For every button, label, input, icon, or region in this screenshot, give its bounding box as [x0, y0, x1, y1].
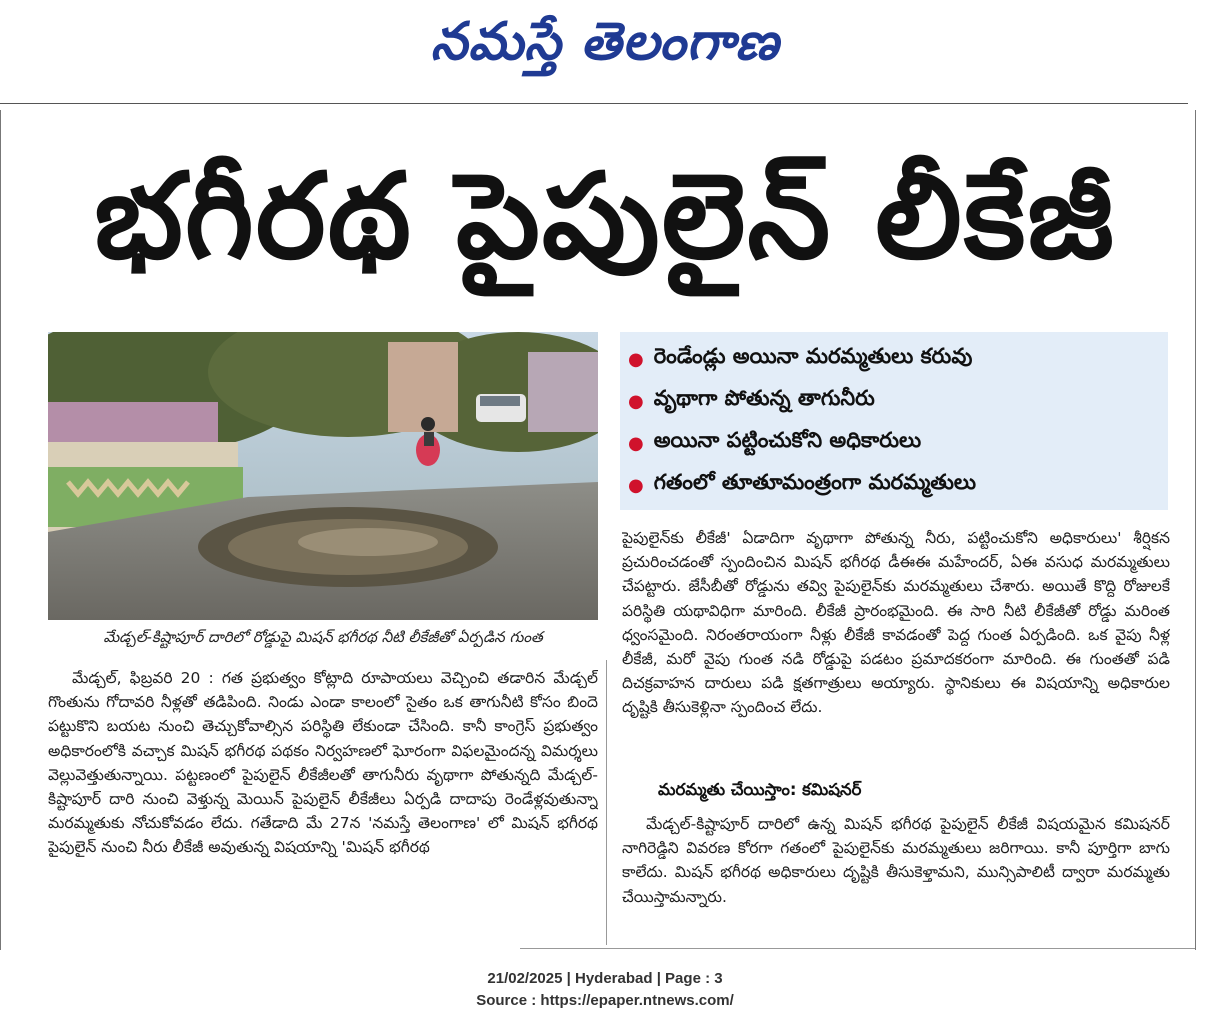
left-rule — [0, 110, 1, 950]
top-rule — [0, 103, 1188, 104]
masthead-title: నమస్తే తెలంగాణ — [430, 11, 780, 72]
highlight-item — [620, 464, 1168, 506]
right-rule — [1195, 110, 1196, 950]
footer-source-line: Source : https://epaper.ntnews.com/ — [476, 992, 734, 1009]
bullet-icon: ● — [628, 432, 644, 454]
masthead — [0, 0, 1210, 96]
road-pothole-photo — [48, 332, 598, 620]
article-body-right-2: మేడ్చల్-కిష్టాపూర్ దారిలో ఉన్న మిషన్ భగీరథ పైపులైన్ లీకేజీ విషయమైన కమిషనర్ నాగిరెడ్డిని వివరణ కోరగా గతంలో పైపులైన్‌కు మరమ్మతులు జరిగాయి. కానీ పూర్తిగా బాగు కాలేదు. మిషన్ భగీరథ అధికారులు దృష్టికి తీసుకెళ్తామని, మున్సిపాలిటీ ద్వారా మరమ్మతు చేయిస్తామన్నారు. — [622, 815, 1170, 906]
bullet-icon: ● — [628, 348, 644, 370]
highlight-item — [620, 422, 1168, 464]
highlights-box — [620, 332, 1168, 510]
news-photo — [48, 332, 598, 620]
footer-date-line: 21/02/2025 | Hyderabad | Page : 3 — [487, 970, 723, 987]
column-rule — [606, 660, 607, 945]
highlight-text: వృథాగా పోతున్న తాగునీరు — [653, 386, 875, 410]
headline: భగీరథ పైపులైన్ లీకేజీ — [94, 146, 1116, 285]
highlight-text: రెండేండ్లు అయినా మరమ్మతులు కరువు — [653, 344, 973, 368]
highlight-item — [620, 338, 1168, 380]
footer — [0, 968, 1210, 1028]
article-body-right: పైపులైన్‌కు లీకేజీ' ఏడాదిగా వృథాగా పోతున్న నీరు, పట్టించుకోని అధికారులు' శీర్షికన ప్రచురించడంతో స్పందించిన మిషన్ భగీరథ డీఈఈ మహేందర్, ఏఈ వసుధ మరమ్మతులు చేపట్టారు. జేసీబీతో రోడ్డును తవ్వి పైపులైన్‌కు మరమ్మతులు చేశారు. అయితే కొద్ది రోజులకే పరిస్థితి యథావిధిగా మారింది. లీకేజీ ప్రారంభమైంది. ఈ సారి నీటి లీకేజీతో రోడ్డు మరింత ధ్వంసమైంది. నిరంతరాయంగా నీళ్లు లీకేజీ కావడంతో పెద్ద గుంత ఏర్పడింది. ఒక వైపు నీళ్ల లీకేజీ, మరో వైపు గుంత నడి రోడ్డుపై పడటం ప్రమాదకరంగా మారింది. ఈ గుంతతో పడి దిచక్రవాహన దారులు పడి క్షతగాత్రులు అయ్యారు. స్థానికులు ఈ విషయాన్ని అధికారుల దృష్టికి తీసుకెళ్లినా స్పందించ లేదు. — [622, 529, 1170, 717]
article-subhead: మరమ్మతు చేయిస్తాం: కమిషనర్ — [658, 780, 862, 799]
bottom-rule — [520, 948, 1195, 949]
highlight-item — [620, 380, 1168, 422]
bullet-icon: ● — [628, 474, 644, 496]
highlight-text: గతంలో తూతూమంత్రంగా మరమ్మతులు — [653, 470, 977, 494]
bullet-icon: ● — [628, 390, 644, 412]
highlight-text: అయినా పట్టించుకోని అధికారులు — [653, 428, 922, 452]
photo-caption: మేడ్చల్-కిష్టాపూర్ దారిలో రోడ్డుపై మిషన్ భగీరథ నీటి లీకేజీతో ఏర్పడిన గుంత — [103, 628, 543, 646]
article-body-left: మేడ్చల్, ఫిబ్రవరి 20 : గత ప్రభుత్వం కోట్లాది రూపాయలు వెచ్చించి తడారిన మేడ్చల్ గొంతును గోదావరి నీళ్లతో తడిపింది. నిండు ఎండా కాలంలో సైతం ఒక తాగునీటి కోసం బిందె పట్టుకొని బయట నుంచి తెచ్చుకోవాల్సిన పరిస్థితి లేకుండా చేసింది. కానీ కాంగ్రెస్ ప్రభుత్వం అధికారంలోకి వచ్చాక మిషన్ భగీరథ పథకం నిర్వహణలో ఘోరంగా విఫలమైందన్న విమర్శలు వెల్లువెత్తుతున్నాయి. పట్టణంలో పైపులైన్ లీకేజీలతో తాగునీరు వృథాగా పోతున్నది మేడ్చల్-కిష్టాపూర్ దారి నుంచి వెళ్తున్న మెయిన్ పైపులైన్ లీకేజీలు ఏర్పడి దాదాపు రెండేళ్లవుతున్నా మరమ్మతుకు నోచుకోవడం లేదు. గతేడాది మే 27న 'నమస్తే తెలంగాణ' లో మిషన్ భగీరథ పైపులైన్ నుంచి నీరు లీకేజీ అవుతున్న విషయాన్ని 'మిషన్ భగీరథ — [48, 669, 598, 857]
